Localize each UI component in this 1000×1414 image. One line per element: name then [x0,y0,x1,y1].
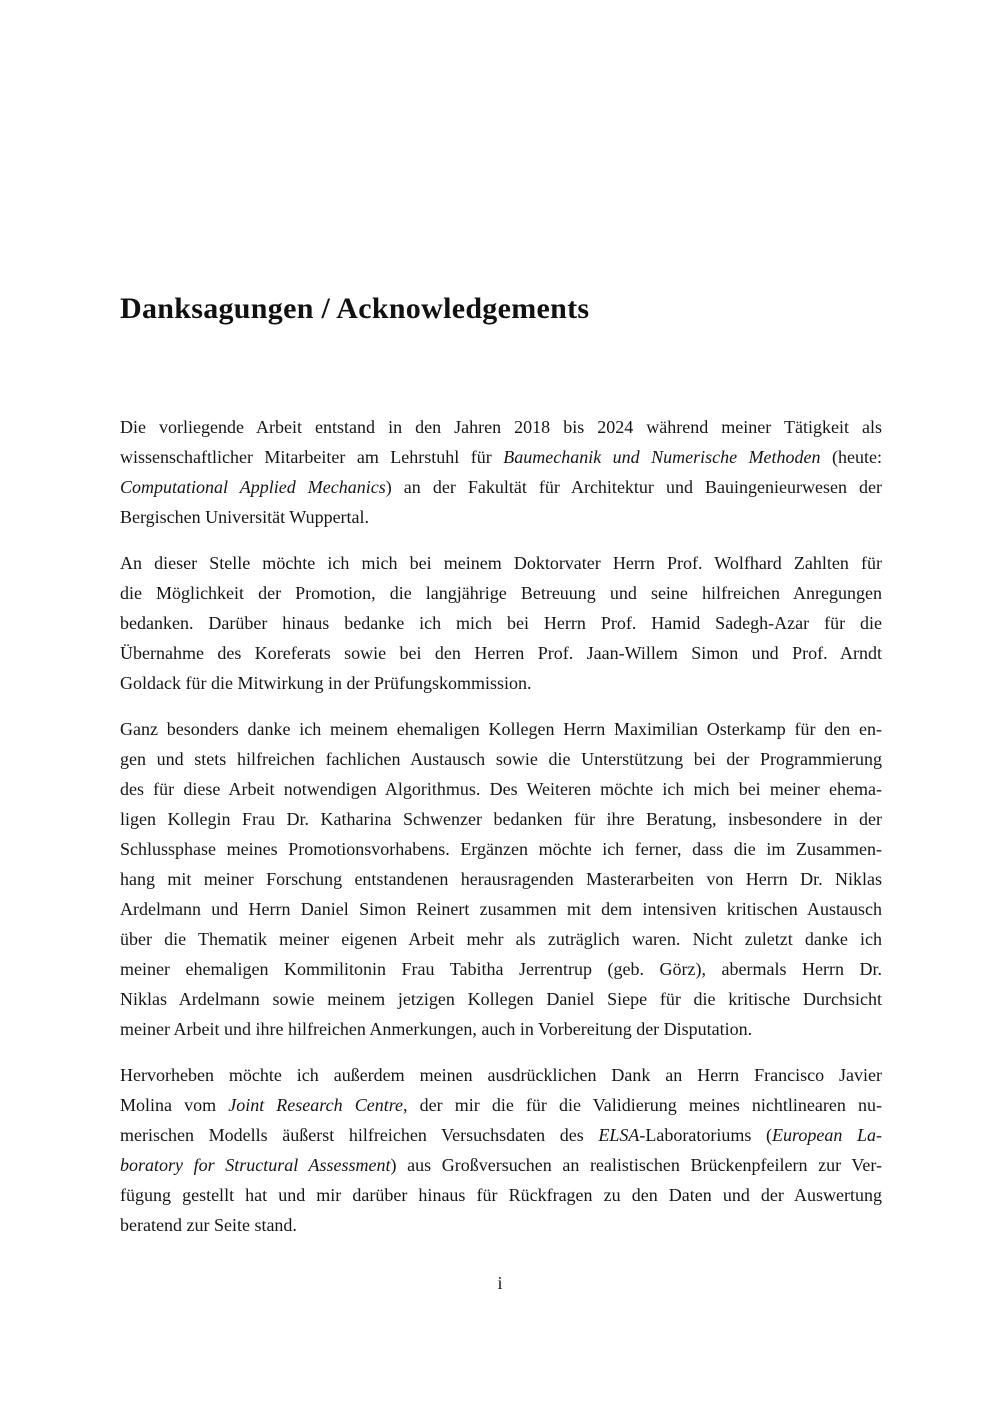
text-line [120,412,882,442]
text-line [120,502,882,532]
page-number: i [497,1273,503,1293]
text-segment: bedanken. Darüber hinaus bedanke ich mich bei Herrn Prof. Hamid Sadegh-Azar für die [120,613,882,633]
italic-text-segment: boratory for Structural Assessment [120,1155,391,1175]
text-segment: fügung gestellt hat und mir darüber hinaus für Rückfragen zu den Daten und der Auswertung [120,1185,882,1205]
text-segment: ) aus Großversuchen an realistischen Brückenpfeilern zur Ver- [390,1155,882,1175]
text-segment: ) an der Fakultät für Architektur und Bauingenieurwesen der [385,477,883,497]
italic-text-segment: ELSA [598,1125,640,1145]
text-segment: des für diese Arbeit notwendigen Algorithmus. Des Weiteren möchte ich mich bei meiner ehema- [120,779,882,799]
text-line [120,1090,882,1120]
text-line [120,834,882,864]
text-line [120,668,882,698]
paragraph [120,548,882,698]
text-line [120,774,882,804]
text-segment: beratend zur Seite stand. [120,1215,297,1235]
text-segment: Bergischen Universität Wuppertal. [120,507,370,527]
text-segment: Molina vom [120,1095,229,1115]
text-line [120,984,882,1014]
text-segment: Übernahme des Koreferats sowie bei den Herren Prof. Jaan-Willem Simon und Prof. Arndt [120,643,882,663]
text-segment: gen und stets hilfreichen fachlichen Austausch sowie die Unterstützung bei der Programmierung [120,749,882,769]
paragraph [120,1060,882,1240]
text-segment: Schlussphase meines Promotionsvorhabens. Ergänzen möchte ich ferner, dass die im Zusammen- [120,839,882,859]
text-segment: Goldack für die Mitwirkung in der Prüfungskommission. [120,673,532,693]
page-title: Danksagungen / Acknowledgements [120,292,590,325]
text-line [120,1120,882,1150]
text-line [120,578,882,608]
paragraph [120,714,882,1044]
text-segment: merischen Modells äußerst hilfreichen Versuchsdaten des [120,1125,599,1145]
text-segment: (heute: [820,447,882,467]
paragraph [120,412,882,532]
text-line [120,744,882,774]
text-line [120,638,882,668]
text-line [120,864,882,894]
text-segment: wissenschaftlicher Mitarbeiter am Lehrstuhl für [120,447,504,467]
text-segment: hang mit meiner Forschung entstandenen herausragenden Masterarbeiten von Herrn Dr. Niklas [120,869,882,889]
italic-text-segment: Computational Applied Mechanics [120,477,386,497]
text-segment: ligen Kollegin Frau Dr. Katharina Schwenzer bedanken für ihre Beratung, insbesondere in der [120,809,882,829]
text-line [120,1060,882,1090]
text-line [120,548,882,578]
text-segment: über die Thematik meiner eigenen Arbeit mehr als zuträglich waren. Nicht zuletzt danke ich [120,929,882,949]
text-segment: meiner ehemaligen Kommilitonin Frau Tabitha Jerrentrup (geb. Görz), abermals Herrn Dr. [120,959,882,979]
text-segment: Hervorheben möchte ich außerdem meinen ausdrücklichen Dank an Herrn Francisco Javier [120,1065,882,1085]
text-segment: meiner Arbeit und ihre hilfreichen Anmerkungen, auch in Vorbereitung der Disputation. [120,1019,753,1039]
text-line [120,608,882,638]
text-segment: An dieser Stelle möchte ich mich bei meinem Doktorvater Herrn Prof. Wolfhard Zahlten für [120,553,882,573]
text-line [120,714,882,744]
text-segment: Ardelmann und Herrn Daniel Simon Reinert zusammen mit dem intensiven kritischen Austausch [120,899,882,919]
text-segment: Niklas Ardelmann sowie meinem jetzigen Kollegen Daniel Siepe für die kritische Durchsicht [120,989,882,1009]
text-line [120,1014,882,1044]
text-line [120,1180,882,1210]
italic-text-segment: Joint Research Centre [228,1095,404,1115]
text-line [120,442,882,472]
text-line [120,1210,882,1240]
text-segment: -Laboratoriums ( [639,1125,773,1145]
text-line [120,924,882,954]
text-line [120,894,882,924]
text-segment: die Möglichkeit der Promotion, die langjährige Betreuung und seine hilfreichen Anregungen [120,583,882,603]
italic-text-segment: Baumechanik und Numerische Methoden [503,447,821,467]
text-line [120,954,882,984]
text-segment: , der mir die für die Validierung meines nichtlinearen nu- [403,1095,882,1115]
text-segment: Ganz besonders danke ich meinem ehemaligen Kollegen Herrn Maximilian Osterkamp für den en- [120,719,882,739]
italic-text-segment: European La- [772,1125,882,1145]
text-line [120,1150,882,1180]
text-line [120,804,882,834]
acknowledgements-text [120,412,882,1240]
text-segment: Die vorliegende Arbeit entstand in den Jahren 2018 bis 2024 während meiner Tätigkeit als [120,417,882,437]
text-line [120,472,882,502]
